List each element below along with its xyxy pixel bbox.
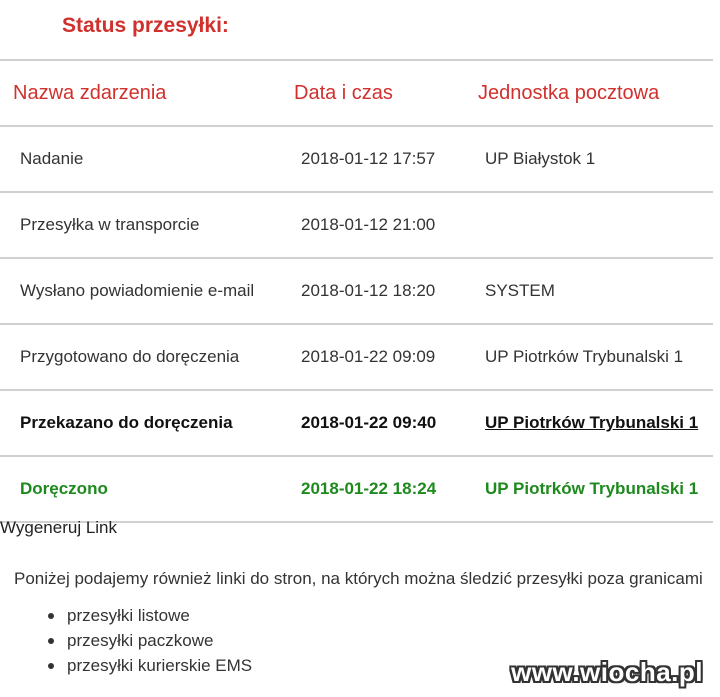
event-datetime: 2018-01-22 18:24	[301, 479, 437, 498]
event-post-office: UP Piotrków Trybunalski 1	[485, 479, 699, 498]
status-title: Status przesyłki:	[62, 14, 229, 37]
link-letters[interactable]: przesyłki listowe	[67, 606, 190, 625]
event-datetime: 2018-01-12 17:57	[301, 149, 436, 168]
event-name: Przekazano do doręczenia	[20, 413, 233, 432]
event-name: Wysłano powiadomienie e-mail	[20, 281, 255, 300]
tracking-links-list	[48, 603, 252, 678]
link-parcels[interactable]: przesyłki paczkowe	[67, 631, 214, 650]
event-datetime: 2018-01-22 09:40	[301, 413, 437, 432]
event-name: Doręczono	[20, 479, 108, 498]
event-post-office: UP Białystok 1	[485, 149, 596, 168]
info-text: Poniżej podajemy również linki do stron, na których można śledzić przesyłki poza granicami	[14, 569, 703, 588]
event-datetime: 2018-01-12 21:00	[301, 215, 436, 234]
list-item	[48, 628, 252, 653]
header-event-name: Nazwa zdarzenia	[13, 81, 167, 104]
table-row	[0, 457, 713, 523]
generate-link-button[interactable]: Wygeneruj Link	[0, 518, 118, 537]
header-datetime: Data i czas	[294, 81, 393, 104]
event-datetime: 2018-01-22 09:09	[301, 347, 436, 366]
table-header-row	[0, 61, 713, 127]
event-post-office: UP Piotrków Trybunalski 1	[485, 347, 684, 366]
header-post-office: Jednostka pocztowa	[478, 81, 660, 104]
list-item	[48, 603, 252, 628]
watermark: www.wiocha.pl	[511, 657, 703, 687]
event-datetime: 2018-01-12 18:20	[301, 281, 436, 300]
event-post-office: SYSTEM	[485, 281, 555, 300]
post-office-link[interactable]: UP Piotrków Trybunalski 1	[485, 413, 699, 432]
table-row	[0, 127, 713, 193]
table-row	[0, 325, 713, 391]
table-row	[0, 193, 713, 259]
tracking-table	[0, 59, 713, 523]
event-name: Przesyłka w transporcie	[20, 215, 200, 234]
link-ems[interactable]: przesyłki kurierskie EMS	[67, 656, 253, 675]
event-name: Przygotowano do doręczenia	[20, 347, 240, 366]
table-row	[0, 391, 713, 457]
event-name: Nadanie	[20, 149, 84, 168]
table-row	[0, 259, 713, 325]
list-item	[48, 653, 252, 678]
